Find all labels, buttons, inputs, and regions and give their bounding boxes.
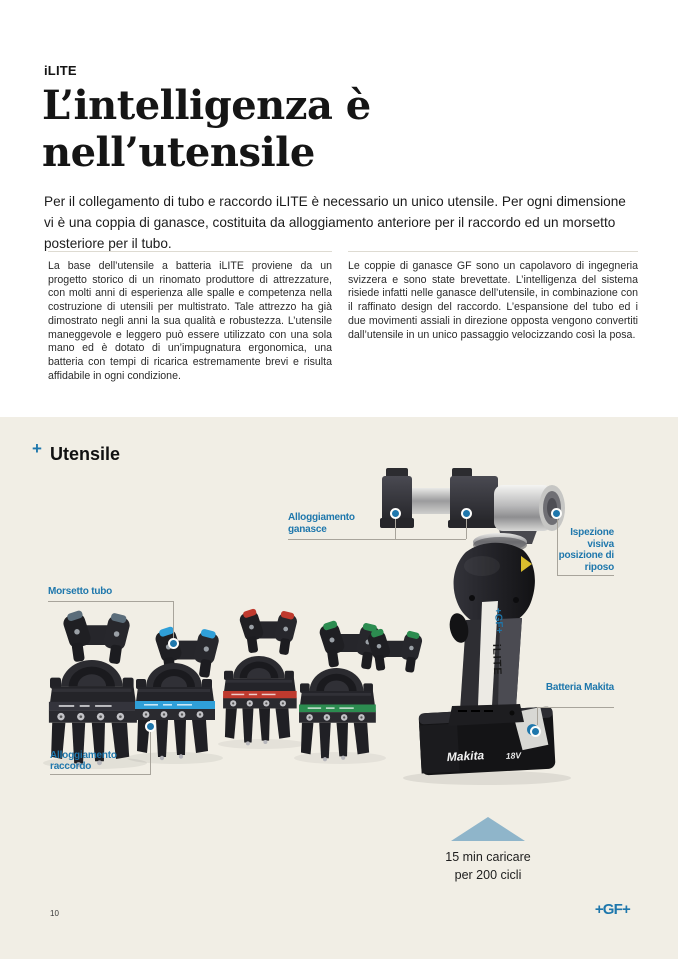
jaw-set-1 [49, 610, 137, 767]
callout-label-raccordo: Alloggiamento raccordo [50, 750, 117, 772]
callout-label-riposo: Ispezione visiva posizione di riposo [558, 527, 614, 573]
section-heading: Utensile [50, 444, 121, 464]
marker-dot-raccordo-icon [145, 721, 156, 732]
title-line-1: L’intelligenza è [42, 82, 371, 129]
callout-label-ganasce: Alloggiamento ganasce [288, 512, 355, 535]
charge-note-line-1: 15 min caricare [445, 850, 531, 864]
product-illustration-icon [0, 460, 678, 800]
page-title [42, 82, 371, 176]
tool-gf-text: +GF+ [492, 607, 505, 634]
callout-label-batteria: Batteria Makita [545, 682, 614, 693]
charge-triangle-icon [451, 817, 525, 841]
callout-stub-batteria [537, 707, 538, 725]
page-number: 10 [50, 909, 59, 918]
callout-line-batteria [537, 707, 614, 708]
battery-voltage-text: 18V [505, 750, 522, 762]
body-column-right: Le coppie di ganasce GF sono un capolavoro di ingegneria svizzera e sono state brevettate. L’intelligenza del sistema risiede infatti nelle ganasce dell’utensile, in combinazione con il raffinato design del raccordo. L’espansione del tubo ed i due movimenti assiali in direzione opposta vengono convertiti dall’utensile in un unico passaggio velocizzando così la posa. [348, 251, 638, 342]
tool-model-text: iLITE [490, 643, 504, 676]
callout-label-morsetto: Morsetto tubo [48, 586, 113, 597]
callout-stub-ganasce-2 [466, 518, 467, 539]
callout-stub-morsetto [173, 601, 174, 638]
marker-dot-batteria-icon [530, 726, 541, 737]
product-section [0, 417, 678, 959]
marker-dot-riposo-icon [551, 508, 562, 519]
callout-line-ganasce [288, 539, 466, 540]
jaw-set-3 [223, 608, 298, 745]
marker-dot-morsetto-icon [168, 638, 179, 649]
plus-icon: + [32, 439, 42, 458]
battery-brand-text: Makita [446, 748, 485, 765]
callout-stub-raccordo [150, 731, 151, 774]
callout-line-morsetto [48, 601, 174, 602]
charge-note-line-2: per 200 cicli [454, 868, 522, 882]
callout-line-riposo [557, 575, 614, 576]
callout-stub-ganasce-1 [395, 518, 396, 539]
marker-dot-ganasce-left-icon [390, 508, 401, 519]
intro-paragraph: Per il collegamento di tubo e raccordo iLITE è necessario un unico utensile. Per ogni dimensione vi è una coppia di ganasce, costituita da alloggiamento anteriore per il raccordo ed un morsetto posteriore per il tubo. [44, 194, 626, 251]
kicker-ilite: iLITE [44, 63, 77, 78]
body-column-left: La base dell’utensile a batteria iLITE proviene da un progetto storico di un rinomato produttore di attrezzature, con molti anni di esperienza alle spalle e competenza nella costruzione di utensili per multistrato. Tale attrezzo ha già dimostrato negli anni la sua qualità e robustezza. L’utensile maneggevole e leggero può essere utilizzato con una sola mano ed è dotato di un’impugnatura ergonomica, una batteria con tempi di ricarica estremamente brevi e risulta affidabile in ogni condizione. [48, 251, 332, 383]
charge-note [398, 848, 578, 884]
callout-line-raccordo [50, 774, 151, 775]
press-tool [380, 468, 565, 726]
jaw-set-4 [299, 620, 423, 761]
marker-dot-ganasce-right-icon [461, 508, 472, 519]
title-line-2: nell’utensile [42, 129, 315, 176]
gf-brand-logo: +GF+ [594, 901, 630, 918]
